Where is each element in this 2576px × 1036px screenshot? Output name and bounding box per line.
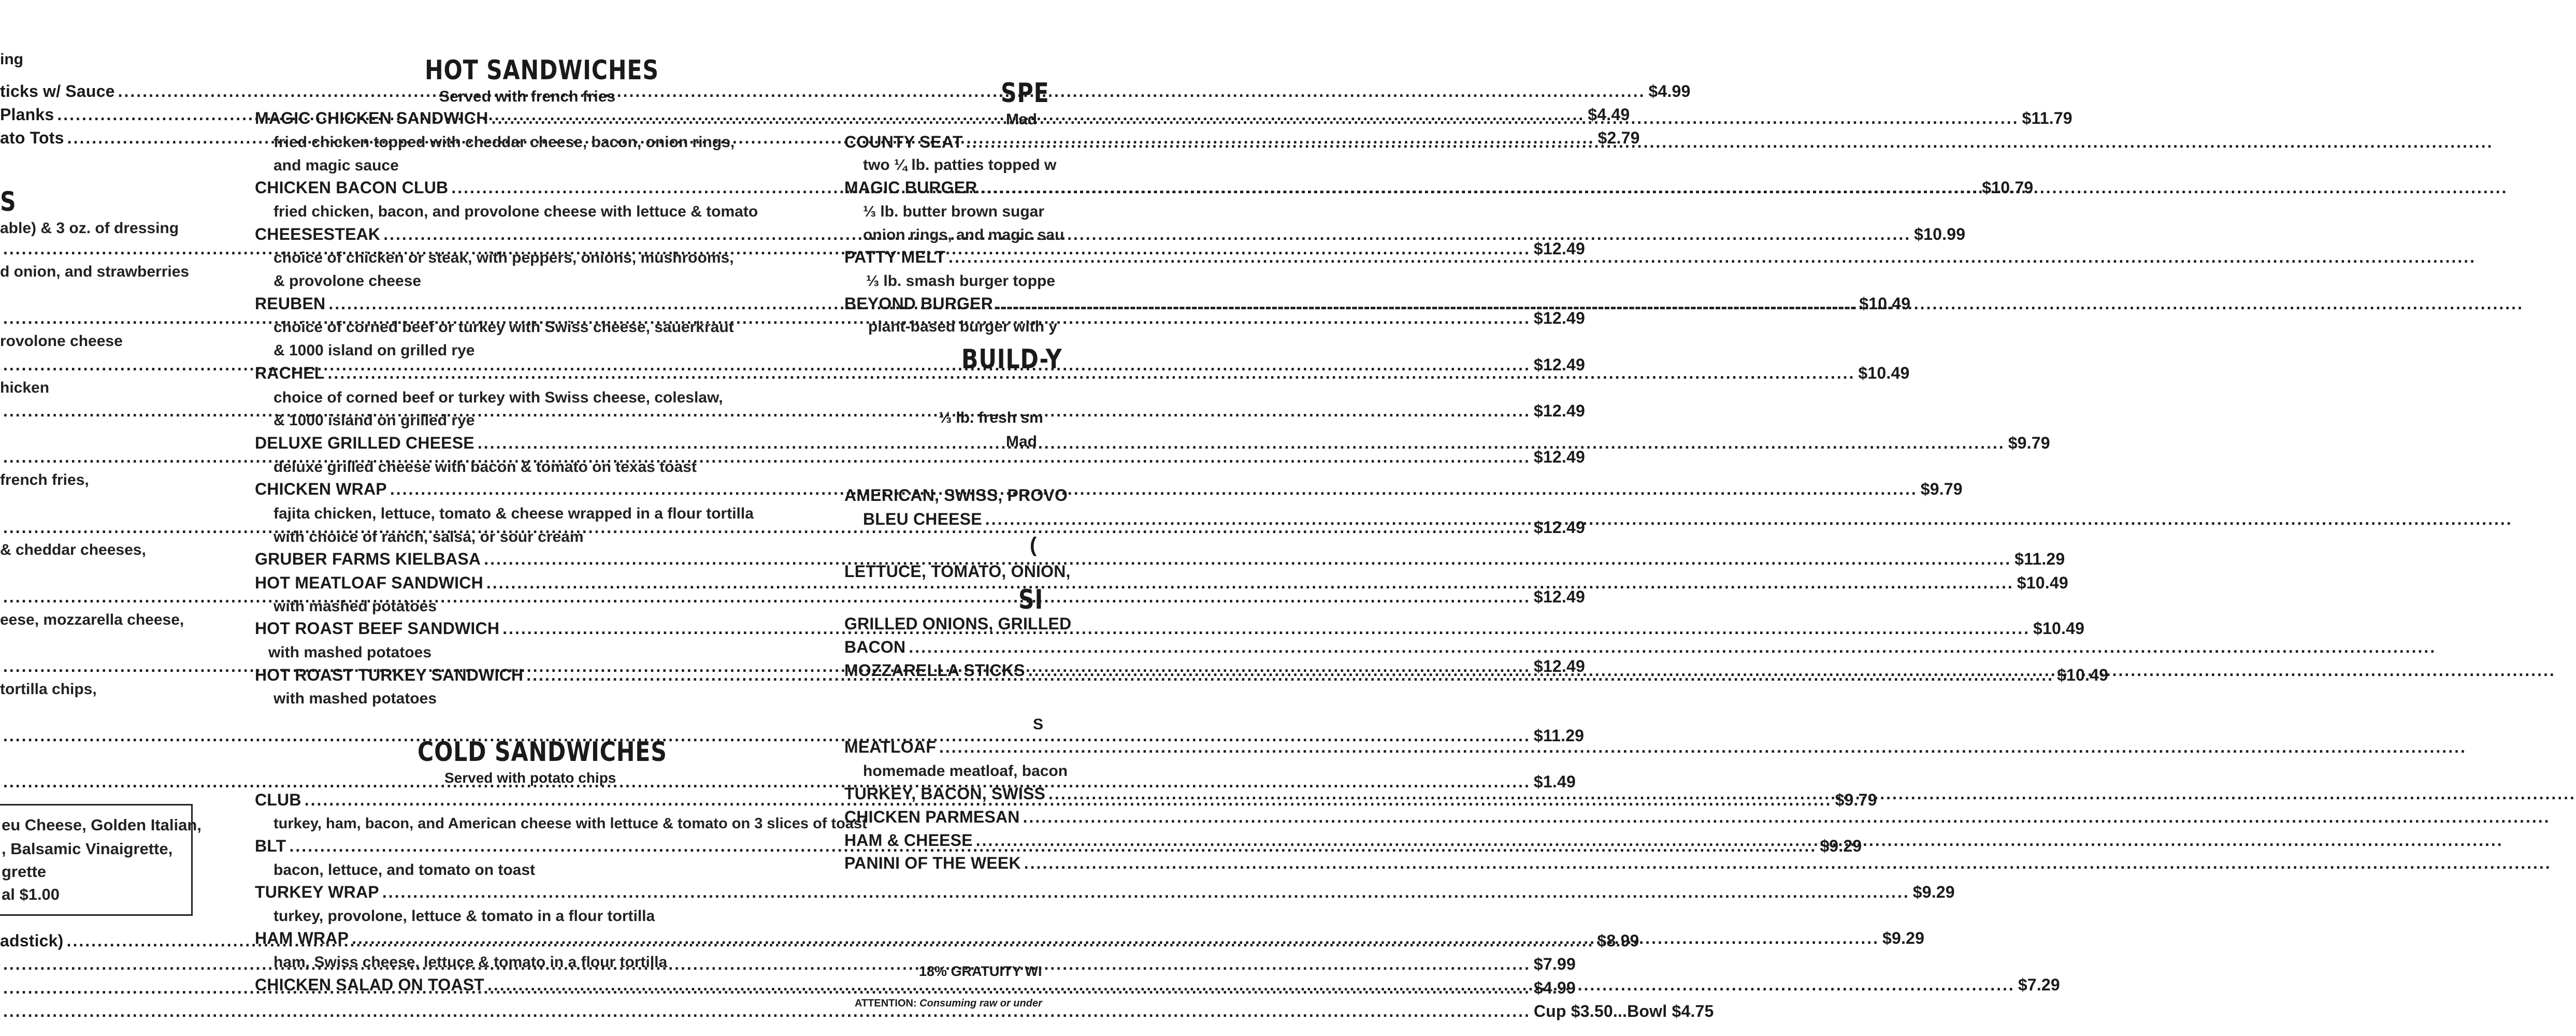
- build-sub: ⅓ lb. fresh sm: [939, 409, 1043, 426]
- hot-item: CHICKEN WRAP ..... $9.79: [255, 480, 781, 499]
- left-section-title: S: [0, 186, 17, 218]
- cold-desc: turkey, provolone, lettuce & tomato in a flour tortilla: [274, 908, 655, 925]
- panini-item: PANINI OF THE WEEK .....: [844, 854, 1103, 873]
- hot-item: HOT ROAST TURKEY SANDWICH ..... $10.49: [255, 666, 781, 685]
- hot-desc: & provolone cheese: [274, 272, 422, 290]
- dressing-line: eu Cheese, Golden Italian,: [2, 816, 202, 834]
- hot-desc: choice of corned beef or turkey with Swiss cheese, coleslaw,: [274, 389, 723, 406]
- salad-item: ..... $12.49: [0, 239, 192, 258]
- dressing-line: grette: [2, 862, 47, 881]
- salad-item: ..... $1.49: [0, 772, 192, 792]
- dressing-line: al $1.00: [2, 885, 60, 903]
- panini-item: CHICKEN PARMESAN .....: [844, 808, 1103, 827]
- hot-desc: deluxe grilled cheese with bacon & tomato on texas toast: [274, 458, 697, 476]
- specialty-title: SPE: [1001, 78, 1049, 109]
- salad-item: ..... $12.49: [0, 657, 192, 676]
- veg-line: LETTUCE, TOMATO, ONION,: [844, 562, 1071, 581]
- salad-item: ..... $12.49: [0, 401, 192, 421]
- salad-desc: & cheddar cheeses,: [0, 541, 146, 558]
- salad-desc: d onion, and strawberries: [0, 263, 190, 280]
- burger-item: COUNTY SEAT .....: [844, 133, 1103, 152]
- salad-item: ..... $12.49: [0, 448, 192, 467]
- burger-item: PATTY MELT .....: [844, 248, 1103, 267]
- cold-sandwiches-sub: Served with potato chips: [444, 770, 616, 786]
- gratuity-note: 18% GRATUITY WI: [919, 963, 1042, 979]
- panini-item: MEATLOAF .....: [844, 738, 1103, 757]
- hot-item: MAGIC CHICKEN SANDWICH ..... $11.79: [255, 109, 781, 128]
- hot-desc: & 1000 island on grilled rye: [274, 412, 475, 429]
- bacon-line: BACON .....: [844, 638, 1103, 657]
- toppings-letter: (: [1030, 534, 1037, 556]
- bottom-item: ..... $7.99: [0, 955, 192, 974]
- build-your-own-title: BUILD-Y: [961, 344, 1062, 375]
- specialty-sub: Mad: [1006, 111, 1037, 128]
- panini-desc: homemade meatloaf, bacon: [863, 762, 1068, 780]
- cold-item: CLUB ..... $9.79: [255, 790, 781, 810]
- left-top-fragment: ing: [0, 51, 23, 68]
- panini-item: HAM & CHEESE .....: [844, 831, 1103, 850]
- salad-item: ..... $11.29: [0, 726, 192, 745]
- hot-desc: with mashed potatoes: [274, 690, 437, 707]
- hot-desc: with choice of ranch, salsa, or sour cream: [274, 528, 584, 545]
- hot-item: DELUXE GRILLED CHEESE ..... $9.79: [255, 434, 781, 453]
- cold-desc: bacon, lettuce, and tomato on toast: [274, 861, 536, 879]
- left-section-sub: able) & 3 oz. of dressing: [0, 220, 179, 237]
- hot-sandwiches-sub: Served with french fries: [439, 88, 616, 105]
- hot-desc: choice of corned beef or turkey with Swiss cheese, sauerkraut: [274, 319, 734, 336]
- hot-sandwiches-title: HOT SANDWICHES: [425, 55, 659, 86]
- hot-item: REUBEN ..... $10.49: [255, 294, 781, 313]
- salad-desc: hicken: [0, 379, 50, 396]
- hot-desc: choice of chicken or steak, with peppers, onions, mushrooms,: [274, 249, 734, 266]
- burger-desc: ⅓ lb. smash burger toppe: [866, 272, 1056, 290]
- bleu-cheese-line: BLEU CHEESE .....: [863, 510, 1103, 529]
- attention-label: ATTENTION:: [855, 998, 917, 1009]
- build-sub: Mad: [1006, 433, 1037, 450]
- cold-desc: ham, Swiss cheese, lettuce & tomato in a flour tortilla: [274, 954, 668, 971]
- hot-desc: with mashed potatoes: [268, 644, 432, 661]
- bottom-item: ..... Cup $3.50...Bowl $4.75: [0, 1002, 192, 1021]
- side-item: ato Tots ..... $2.79: [0, 128, 192, 148]
- panini-item: TURKEY, BACON, SWISS .....: [844, 784, 1103, 803]
- attention-note: [855, 998, 1042, 1010]
- burger-desc: two ¼ lb. patties topped w: [863, 156, 1057, 174]
- hot-item: HOT ROAST BEEF SANDWICH ..... $10.49: [255, 619, 781, 638]
- cold-item: CHICKEN SALAD ON TOAST ..... $7.29: [255, 975, 781, 995]
- cold-item: HAM WRAP ..... $9.29: [255, 929, 781, 948]
- hot-item: CHICKEN BACON CLUB ..... $10.79: [255, 178, 781, 197]
- hot-desc: with mashed potatoes: [274, 598, 437, 615]
- salad-desc: french fries,: [0, 471, 89, 488]
- bottom-item: adstick) ..... $8.99: [0, 931, 192, 951]
- burger-item: BEYOND BURGER .....: [844, 294, 1103, 313]
- specialty-toppings-title: SI: [1018, 584, 1044, 615]
- salad-item: ..... $12.49: [0, 587, 192, 607]
- bottom-item: ..... $4.99: [0, 979, 192, 998]
- burger-item: MAGIC BURGER .....: [844, 178, 1103, 197]
- salad-desc: tortilla chips,: [0, 681, 97, 698]
- attention-text: Consuming raw or under: [919, 998, 1042, 1009]
- salad-item: ..... $12.49: [0, 309, 192, 328]
- burger-desc: onion rings, and magic sau: [863, 226, 1064, 243]
- hot-item: RACHEL ..... $10.49: [255, 364, 781, 383]
- hot-desc: fried chicken topped with cheddar cheese, bacon, onion rings,: [274, 134, 735, 151]
- hot-item: GRUBER FARMS KIELBASA ..... $11.29: [255, 550, 781, 569]
- hot-desc: and magic sauce: [274, 157, 399, 174]
- grilled-line: GRILLED ONIONS, GRILLED: [844, 614, 1072, 633]
- salad-item: ..... $12.49: [0, 355, 192, 375]
- burger-desc: ⅓ lb. butter brown sugar: [863, 203, 1045, 220]
- salad-desc: eese, mozzarella cheese,: [0, 611, 184, 628]
- hot-item: CHEESESTEAK ..... $10.99: [255, 225, 781, 244]
- side-item: Planks ..... $4.49: [0, 105, 192, 124]
- cold-item: BLT ..... $9.29: [255, 837, 781, 856]
- mozzarella-line: MOZZARELLA STICKS .....: [844, 661, 1103, 680]
- hot-desc: & 1000 island on grilled rye: [274, 342, 475, 359]
- salad-item: ..... $12.49: [0, 518, 192, 537]
- cold-item: TURKEY WRAP ..... $9.29: [255, 883, 781, 902]
- hot-desc: fried chicken, bacon, and provolone cheese with lettuce & tomato: [274, 203, 758, 220]
- hot-item: HOT MEATLOAF SANDWICH ..... $10.49: [255, 573, 781, 593]
- burger-desc: plant-based burger with y: [868, 318, 1058, 335]
- panini-letter: S: [1033, 716, 1044, 733]
- cold-desc: turkey, ham, bacon, and American cheese with lettuce & tomato on 3 slices of toast: [274, 815, 867, 832]
- side-item: ticks w/ Sauce ..... $4.99: [0, 82, 192, 101]
- salad-desc: rovolone cheese: [0, 333, 123, 350]
- hot-desc: fajita chicken, lettuce, tomato & cheese wrapped in a flour tortilla: [274, 505, 754, 522]
- cheese-line: AMERICAN, SWISS, PROVO: [844, 486, 1068, 505]
- cold-sandwiches-title: COLD SANDWICHES: [418, 737, 667, 768]
- dressing-line: , Balsamic Vinaigrette,: [2, 840, 173, 858]
